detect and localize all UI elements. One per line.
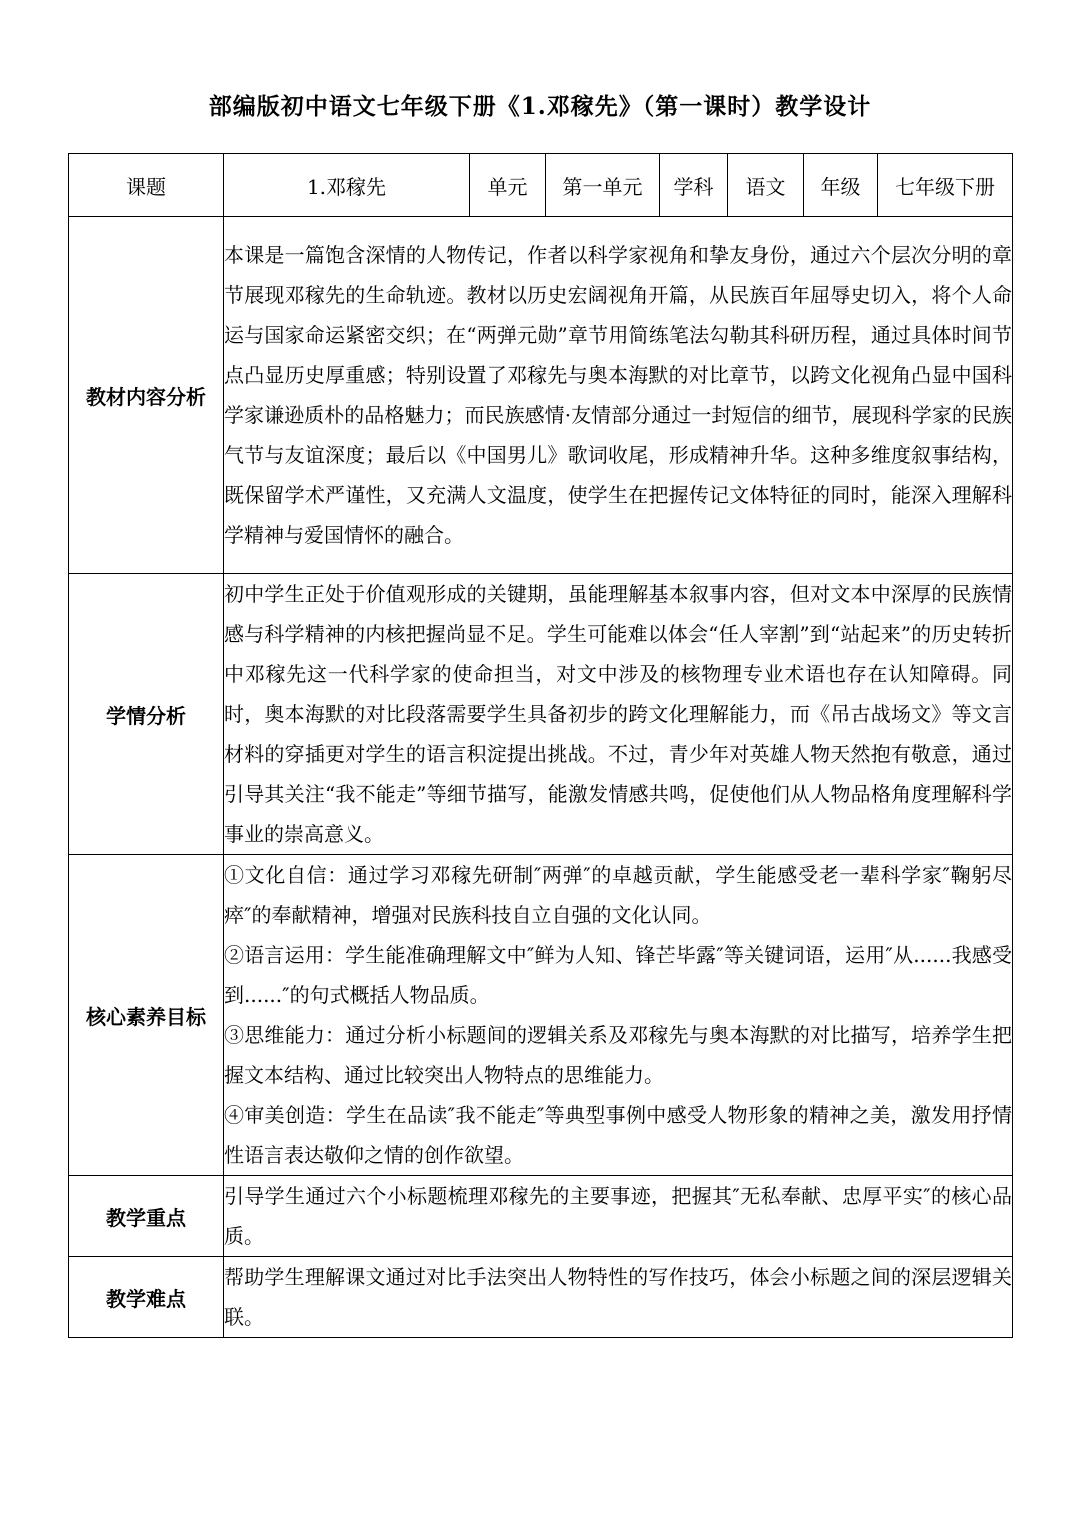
subject-label: 学科 bbox=[660, 154, 728, 217]
content-paragraph: 帮助学生理解课文通过对比手法突出人物特性的写作技巧，体会小标题之间的深层逻辑关联。 bbox=[224, 1265, 1012, 1329]
teaching-design-table bbox=[68, 153, 1013, 1338]
table-row bbox=[69, 574, 1013, 855]
topic-label: 课题 bbox=[69, 154, 224, 217]
content-paragraph: ④审美创造：学生在品读″我不能走″等典型事例中感受人物形象的精神之美，激发用抒情性语言表达敬仰之情的创作欲望。 bbox=[224, 1103, 1012, 1167]
table-row bbox=[69, 217, 1013, 574]
subject-value: 语文 bbox=[728, 154, 804, 217]
row-content-difficult-points bbox=[224, 1257, 1013, 1338]
table-row bbox=[69, 855, 1013, 1176]
row-content-core-goals bbox=[224, 855, 1013, 1176]
row-label-key-points: 教学重点 bbox=[69, 1176, 224, 1257]
content-paragraph: ②语言运用：学生能准确理解文中″鲜为人知、锋芒毕露″等关键词语，运用″从......我感受到......″的句式概括人物品质。 bbox=[224, 943, 1012, 1007]
table-row bbox=[69, 1176, 1013, 1257]
row-label-difficult-points: 教学难点 bbox=[69, 1257, 224, 1338]
content-paragraph: 引导学生通过六个小标题梳理邓稼先的主要事迹，把握其″无私奉献、忠厚平实″的核心品质。 bbox=[224, 1184, 1012, 1248]
content-paragraph: 初中学生正处于价值观形成的关键期，虽能理解基本叙事内容，但对文本中深厚的民族情感与科学精神的内核把握尚显不足。学生可能难以体会“任人宰割”到“站起来”的历史转折中邓稼先这一代科学家的使命担当，对文中涉及的核物理专业术语也存在认知障碍。同时，奥本海默的对比段落需要学生具备初步的跨文化理解能力，而《吊古战场文》等文言材料的穿插更对学生的语言积淀提出挑战。不过，青少年对英雄人物天然抱有敬意，通过引导其关注“我不能走”等细节描写，能激发情感共鸣，促使他们从人物品格角度理解科学事业的崇高意义。 bbox=[224, 582, 1012, 846]
unit-label: 单元 bbox=[470, 154, 546, 217]
document-title: 部编版初中语文七年级下册《1.邓稼先》（第一课时）教学设计 bbox=[208, 93, 872, 120]
row-content-key-points bbox=[224, 1176, 1013, 1257]
grade-label: 年级 bbox=[804, 154, 878, 217]
row-content-material-analysis bbox=[224, 217, 1013, 574]
table-row bbox=[69, 1257, 1013, 1338]
grade-value: 七年级下册 bbox=[878, 154, 1013, 217]
header-row bbox=[69, 154, 1013, 217]
content-paragraph: ③思维能力：通过分析小标题间的逻辑关系及邓稼先与奥本海默的对比描写，培养学生把握文本结构、通过比较突出人物特点的思维能力。 bbox=[224, 1023, 1012, 1087]
row-content-student-analysis bbox=[224, 574, 1013, 855]
content-paragraph: ①文化自信：通过学习邓稼先研制″两弹″的卓越贡献，学生能感受老一辈科学家″鞠躬尽瘁″的奉献精神，增强对民族科技自立自强的文化认同。 bbox=[224, 863, 1012, 927]
row-label-student-analysis: 学情分析 bbox=[69, 574, 224, 855]
topic-value: 1.邓稼先 bbox=[224, 154, 470, 217]
content-paragraph: 本课是一篇饱含深情的人物传记，作者以科学家视角和挚友身份，通过六个层次分明的章节展现邓稼先的生命轨迹。教材以历史宏阔视角开篇，从民族百年屈辱史切入，将个人命运与国家命运紧密交织；在“两弹元勋”章节用简练笔法勾勒其科研历程，通过具体时间节点凸显历史厚重感；特别设置了邓稼先与奥本海默的对比章节，以跨文化视角凸显中国科学家谦逊质朴的品格魅力；而民族感情·友情部分通过一封短信的细节，展现科学家的民族气节与友谊深度；最后以《中国男儿》歌词收尾，形成精神升华。这种多维度叙事结构，既保留学术严谨性，又充满人文温度，使学生在把握传记文体特征的同时，能深入理解科学精神与爱国情怀的融合。 bbox=[224, 243, 1012, 547]
unit-value: 第一单元 bbox=[546, 154, 660, 217]
row-label-material-analysis: 教材内容分析 bbox=[69, 217, 224, 574]
row-label-core-goals: 核心素养目标 bbox=[69, 855, 224, 1176]
